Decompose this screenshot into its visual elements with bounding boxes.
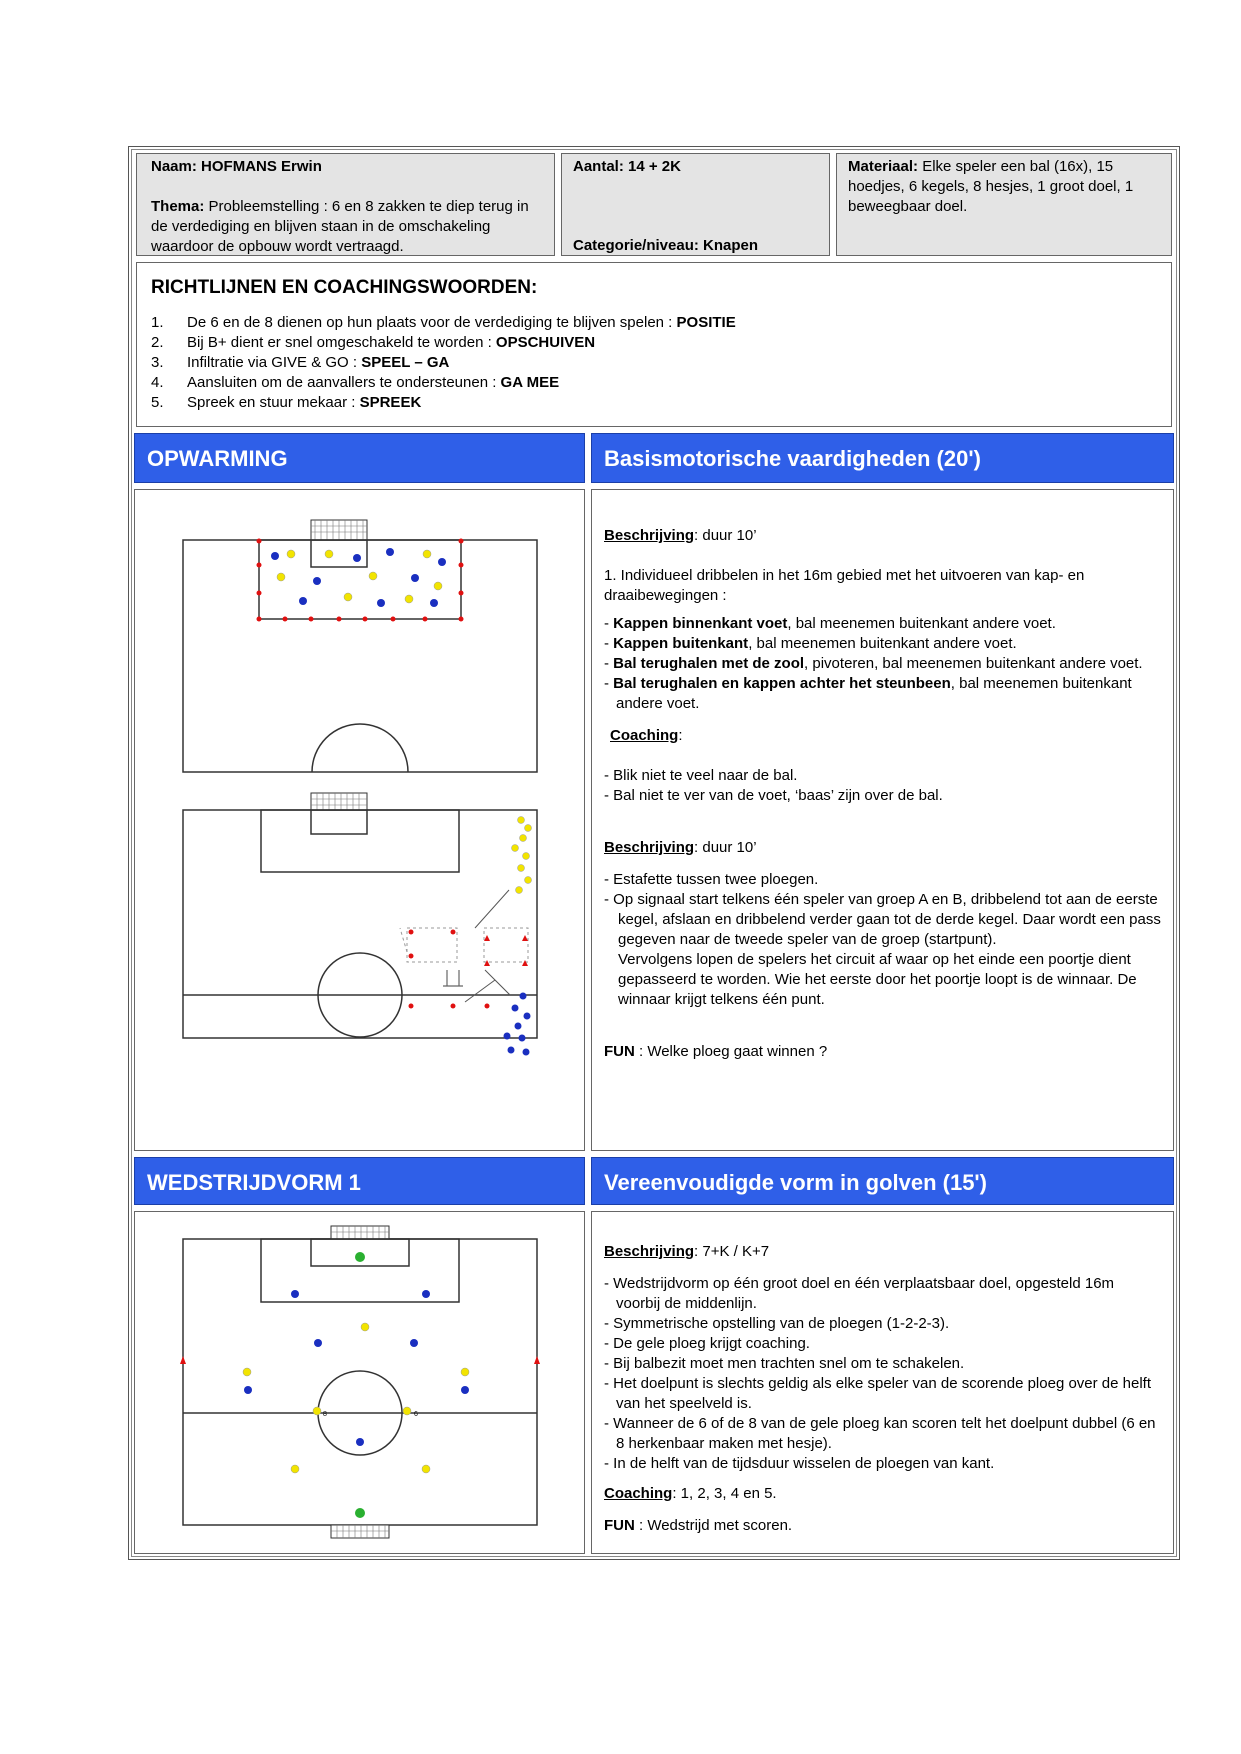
guideline-number: 4. [151,374,164,391]
fun2-value: : Wedstrijd met scoren. [634,1517,793,1534]
aantal-box [561,153,830,256]
desc3-item: - Het doelpunt is slechts geldig als elke speler van de scorende ploeg over de helft van het speelveld is. [604,1375,1152,1412]
wedstrijdvorm-diagram [135,1212,586,1555]
desc3-item-text: Wanneer de 6 of de 8 van de gele ploeg kan scoren telt het doelpunt dubbel (6 en 8 herkenbaar maken met hesje). [613,1415,1156,1452]
guideline-text [187,353,449,373]
guideline-text [187,333,595,353]
naam-label: Naam: [151,158,197,175]
desc3-item-text: De gele ploeg krijgt coaching. [613,1335,810,1352]
desc2-value: : duur 10’ [694,839,757,856]
desc3-label: Beschrijving [604,1243,695,1260]
guideline-item [151,373,1157,393]
guideline-number: 1. [151,314,164,331]
desc1-item: - Bal terughalen met de zool, pivoteren, bal meenemen buitenkant andere voet. [604,655,1143,672]
desc3-item-text: In de helft van de tijdsduur wisselen de ploegen van kant. [613,1455,995,1472]
desc1-item-rest: , bal meenemen buitenkant andere voet. [616,675,1132,712]
guideline-keyword: OPSCHUIVEN [495,334,596,351]
aantal-label: Aantal: [573,158,624,175]
naam-value: HOFMANS Erwin [201,158,322,175]
guideline-sentence: De 6 en de 8 dienen op hun plaats voor de verdediging te blijven spelen : [187,314,677,331]
desc1-item: - Kappen buitenkant, bal meenemen buitenkant andere voet. [604,635,1017,652]
guideline-item [151,393,1157,413]
vereenvoudigd-title: Vereenvoudigde vorm in golven (15') [604,1170,987,1195]
categorie-value: Knapen [703,237,759,254]
desc3-item: - Wanneer de 6 of de 8 van de gele ploeg kan scoren telt het doelpunt dubbel (6 en 8 herkenbaar maken met hesje). [604,1415,1156,1452]
desc1-item-rest: , pivoteren, bal meenemen buitenkant andere voet. [804,655,1143,672]
coaching2-value: : 1, 2, 3, 4 en 5. [672,1485,777,1502]
thema-value: Probleemstelling : 6 en 8 zakken te diep terug in de verdediging en blijven staan in de omschakeling waardoor de opbouw wordt vertraagd. [151,198,529,255]
coaching1-item-text: Blik niet te veel naar de bal. [613,767,798,784]
desc1-intro: 1. Individueel dribbelen in het 16m gebied met het uitvoeren van kap- en draaibewegingen : [604,567,1085,604]
fun1-label: FUN [604,1043,635,1060]
desc1-item-rest: , bal meenemen buitenkant andere voet. [748,635,1017,652]
desc3-item: - Bij balbezit moet men trachten snel om te schakelen. [604,1355,965,1372]
desc2-item-text: Estafette tussen twee ploegen. [613,871,819,888]
guideline-item [151,333,1157,353]
desc1-label: Beschrijving [604,527,695,544]
desc2-item: - Op signaal start telkens één speler van groep A en B, dribbelend tot aan de eerste kegel, afslaan en dribbelend verder gaan tot de derde kegel. Daar wordt een pass gegeven naar de tweede speler van de groep (startpunt). [604,891,1161,948]
coaching2-label: Coaching [604,1485,673,1502]
desc1-item-bold: Bal terughalen en kappen achter het steunbeen [613,675,951,692]
desc2-list [604,870,1161,1010]
section-wedstrijdvorm-header [134,1157,585,1205]
desc1-item-rest: , bal meenemen buitenkant andere voet. [787,615,1056,632]
coaching1-item: - Bal niet te ver van de voet, ‘baas’ zijn over de bal. [604,787,943,804]
wedstrijdvorm-description-box [591,1211,1174,1554]
desc2-item-text: Op signaal start telkens één speler van groep A en B, dribbelend tot aan de eerste kegel, afslaan en dribbelend verder gaan tot de derde kegel. Daar wordt een pass gegeven naar de tweede speler van de groep (startpunt). [613,891,1161,948]
thema-label: Thema: [151,198,205,215]
coaching1-item-text: Bal niet te ver van de voet, ‘baas’ zijn over de bal. [613,787,943,804]
wedstrijdvorm-title: WEDSTRIJDVORM 1 [147,1170,361,1195]
desc1-item: - Kappen binnenkant voet, bal meenemen buitenkant andere voet. [604,615,1056,632]
aantal-value: 14 + 2K [628,158,681,175]
shirt-number-6: 6 [414,1411,418,1418]
coaching1-label: Coaching [610,727,679,744]
fun1-value: : Welke ploeg gaat winnen ? [634,1043,828,1060]
desc2-item: - Estafette tussen twee ploegen. [604,871,819,888]
guideline-text [187,393,421,413]
guideline-sentence: Bij B+ dient er snel omgeschakeld te worden : [187,334,496,351]
guideline-number: 5. [151,394,164,411]
guidelines-box [136,262,1172,427]
guideline-item [151,313,1157,333]
opwarming-title: OPWARMING [147,446,288,471]
coaching1-colon: : [678,727,683,744]
section-opwarming-header [134,433,585,483]
section-basismotorisch-header [591,433,1174,483]
guideline-keyword: GA MEE [500,374,560,391]
materiaal-box [836,153,1172,256]
materiaal-label: Materiaal: [848,158,919,175]
field-diagram-2 [183,793,537,1056]
name-theme-box [136,153,555,256]
guideline-sentence: Infiltratie via GIVE & GO : [187,354,362,371]
desc2-item-text: Vervolgens lopen de spelers het circuit af waar op het einde een poortje dient gepasseerd te worden. Wie het eerste door het poortje loopt is de winnaar. De winnaar krijgt telkens één punt. [618,951,1137,1008]
guideline-keyword: POSITIE [676,314,736,331]
opwarming-diagram-box [134,489,585,1151]
coaching1-list [604,766,1161,806]
guidelines-title: RICHTLIJNEN EN COACHINGSWOORDEN: [151,277,538,298]
guideline-number: 3. [151,354,164,371]
guidelines-list [151,313,1157,413]
desc1-list [604,614,1161,714]
desc3-item: - De gele ploeg krijgt coaching. [604,1335,810,1352]
guideline-keyword: SPREEK [359,394,422,411]
fun2-label: FUN [604,1517,635,1534]
guideline-item [151,353,1157,373]
section-vereenvoudigd-header [591,1157,1174,1205]
desc1-item-bold: Kappen binnenkant voet [613,615,788,632]
wedstrijdvorm-diagram-box [134,1211,585,1554]
desc3-item-text: Wedstrijdvorm op één groot doel en één verplaatsbaar doel, opgesteld 16m voorbij de middenlijn. [613,1275,1115,1312]
field-diagram-1 [183,520,537,772]
desc3-item-text: Bij balbezit moet men trachten snel om te schakelen. [613,1355,965,1372]
guideline-sentence: Aansluiten om de aanvallers te ondersteunen : [187,374,501,391]
desc1-item-bold: Kappen buitenkant [613,635,749,652]
desc1-item-bold: Bal terughalen met de zool [613,655,805,672]
materiaal-value: Elke speler een bal (16x), 15 hoedjes, 6 kegels, 8 hesjes, 1 groot doel, 1 beweegbaar doel. [848,158,1134,215]
desc3-item-text: Het doelpunt is slechts geldig als elke speler van de scorende ploeg over de helft van het speelveld is. [613,1375,1152,1412]
desc2-label: Beschrijving [604,839,695,856]
desc1-item: - Bal terughalen en kappen achter het steunbeen, bal meenemen buitenkant andere voet. [604,675,1132,712]
desc3-item-text: Symmetrische opstelling van de ploegen (1-2-2-3). [613,1315,950,1332]
guideline-text [187,373,559,393]
desc3-list [604,1274,1161,1474]
desc3-item: - Wedstrijdvorm op één groot doel en één verplaatsbaar doel, opgesteld 16m voorbij de middenlijn. [604,1275,1115,1312]
desc3-item: - In de helft van de tijdsduur wisselen de ploegen van kant. [604,1455,995,1472]
basismotorisch-title: Basismotorische vaardigheden (20') [604,446,981,471]
guideline-keyword: SPEEL – GA [361,354,450,371]
desc1-value: : duur 10’ [694,527,757,544]
guideline-text [187,313,736,333]
shirt-number-8: 8 [323,1411,327,1418]
opwarming-description-box [591,489,1174,1151]
desc3-item: - Symmetrische opstelling van de ploegen (1-2-2-3). [604,1315,950,1332]
desc2-item [604,950,1161,1010]
categorie-label: Categorie/niveau: [573,237,699,254]
guideline-number: 2. [151,334,164,351]
desc3-value: : 7+K / K+7 [694,1243,770,1260]
guideline-sentence: Spreek en stuur mekaar : [187,394,360,411]
coaching1-item: - Blik niet te veel naar de bal. [604,767,798,784]
opwarming-diagrams [135,490,586,1152]
